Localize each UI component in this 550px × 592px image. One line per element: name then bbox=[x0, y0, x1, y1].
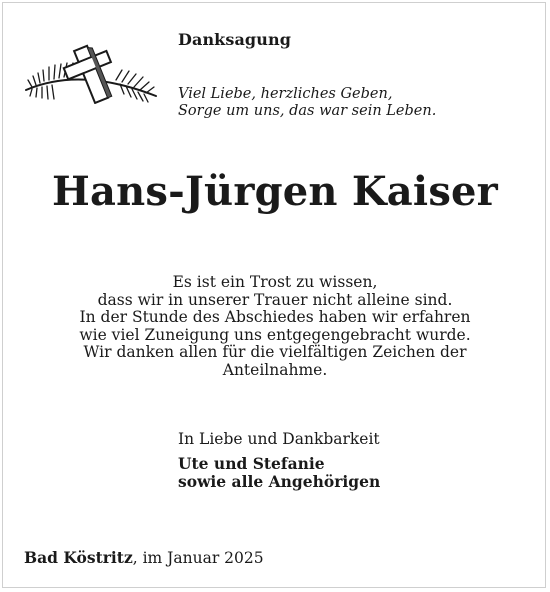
memorial-quote bbox=[178, 86, 436, 120]
quote-line: Sorge um uns, das war sein Leben. bbox=[178, 103, 437, 119]
deceased-name: Hans-Jürgen Kaiser bbox=[52, 168, 498, 215]
place-and-date bbox=[24, 548, 264, 567]
message-line: Anteilnahme. bbox=[222, 360, 328, 379]
signers bbox=[178, 455, 380, 491]
closing-phrase: In Liebe und Dankbarkeit bbox=[178, 430, 380, 448]
message-line: In der Stunde des Abschiedes haben wir erfahren bbox=[79, 308, 471, 326]
message-line: dass wir in unserer Trauer nicht alleine sind. bbox=[97, 290, 453, 309]
cross-with-palm-branch-icon bbox=[24, 44, 160, 104]
date: , im Januar 2025 bbox=[132, 549, 264, 567]
signer-line: sowie alle Angehörigen bbox=[178, 472, 381, 491]
thank-you-message bbox=[0, 274, 550, 379]
signer-line: Ute und Stefanie bbox=[178, 454, 325, 473]
message-line: Es ist ein Trost zu wissen, bbox=[172, 273, 378, 291]
notice-heading: Danksagung bbox=[178, 30, 291, 49]
place: Bad Köstritz bbox=[24, 548, 133, 567]
message-line: Wir danken allen für die vielfältigen Zeichen der bbox=[83, 343, 467, 361]
message-line: wie viel Zuneigung uns entgegengebracht wurde. bbox=[79, 325, 471, 344]
quote-line: Viel Liebe, herzliches Geben, bbox=[178, 86, 393, 102]
